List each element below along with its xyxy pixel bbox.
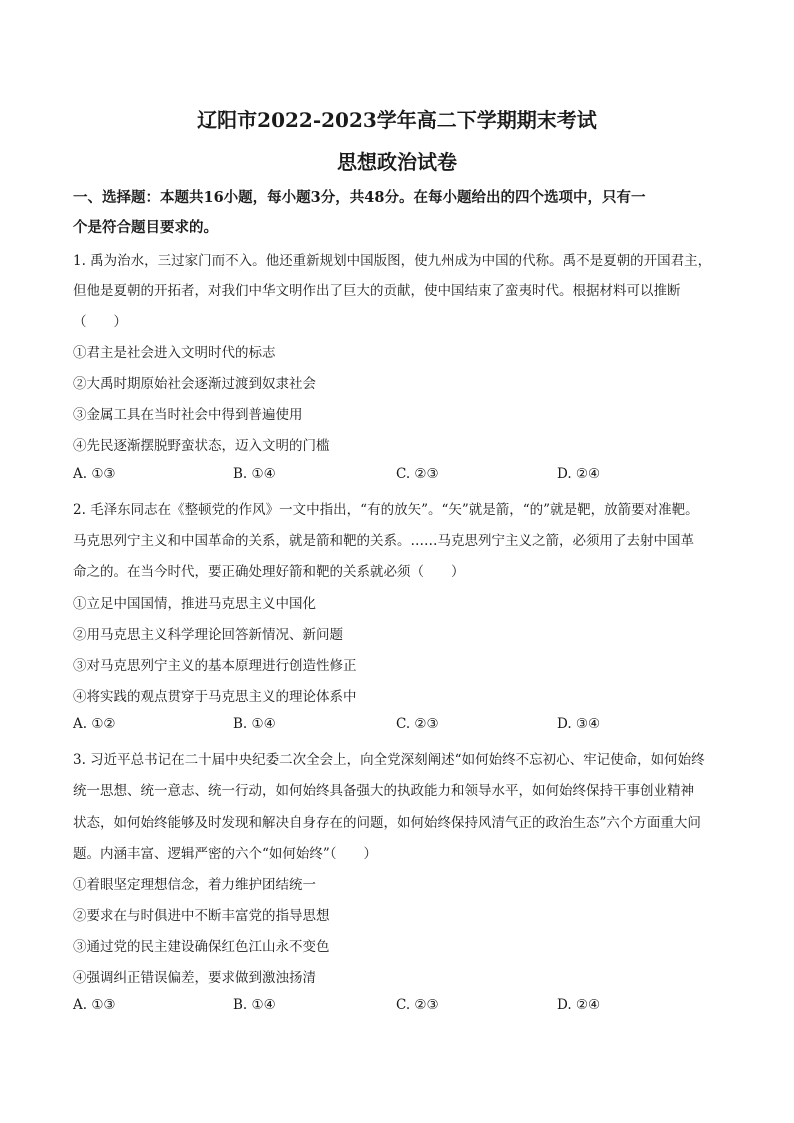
q3-option-a: A. ①③ [73,997,116,1013]
q3-stem-line-2: 统一思想、统一意志、统一行动，如何始终具备强大的执政能力和领导水平，如何始终保持干事创业精神 [73,783,694,799]
q2-stem-line-3: 命之的。在当今时代，要正确处理好箭和靶的关系就必须（ ） [73,564,465,580]
q1-stem-line-1: 1. 禹为治水，三过家门而不入。他还重新规划中国版图，使九州成为中国的代称。禹不是夏朝的开国君主， [73,253,712,269]
q3-option-c: C. ②③ [396,997,439,1013]
page-title: 辽阳市2022-2023学年高二下学期期末考试 [197,108,597,132]
q2-item-1: ①立足中国国情，推进马克思主义中国化 [73,596,316,612]
q1-option-d: D. ②④ [557,466,601,482]
q2-stem-line-2: 马克思列宁主义和中国革命的关系，就是箭和靶的关系。……马克思列宁主义之箭，必须用了去射中国革 [73,533,694,549]
page-subtitle: 思想政治试卷 [337,150,457,174]
q3-item-4: ④强调纠正错误偏差，要求做到激浊扬清 [73,970,316,986]
q1-item-1: ①君主是社会进入文明时代的标志 [73,345,276,361]
q2-option-a: A. ①② [73,716,116,732]
q2-option-b: B. ①④ [233,716,276,732]
q3-item-2: ②要求在与时俱进中不断丰富党的指导思想 [73,908,330,924]
q1-option-b: B. ①④ [233,466,276,482]
q2-item-4: ④将实践的观点贯穿于马克思主义的理论体系中 [73,689,357,705]
q1-option-a: A. ①③ [73,466,116,482]
q3-stem-line-4: 题。内涵丰富、逻辑严密的六个“如何始终”（ ） [73,846,378,862]
q3-option-b: B. ①④ [233,997,276,1013]
q2-stem-line-1: 2. 毛泽东同志在《整顿党的作风》一文中指出，“有的放矢”。“矢”就是箭，“的”就是靶，放箭要对准靶。 [73,502,699,518]
q3-stem-line-1: 3. 习近平总书记在二十届中央纪委二次全会上，向全党深刻阐述“如何始终不忘初心、牢记使命，如何始终 [73,752,705,768]
q1-item-4: ④先民逐渐摆脱野蛮状态，迈入文明的门槛 [73,438,330,454]
q1-stem-line-2: 但他是夏朝的开拓者，对我们中华文明作出了巨大的贡献，使中国结束了蛮夷时代。根据材料可以推断 [73,283,681,299]
q2-item-3: ③对马克思列宁主义的基本原理进行创造性修正 [73,658,357,674]
q1-stem-line-3: （ ） [73,314,127,330]
section-heading-line-1: 一、选择题：本题共16小题，每小题3分，共48分。在每小题给出的四个选项中，只有一 [73,189,646,206]
q2-item-2: ②用马克思主义科学理论回答新情况、新问题 [73,627,343,643]
q1-item-3: ③金属工具在当时社会中得到普遍使用 [73,407,303,423]
q3-item-1: ①着眼坚定理想信念，着力维护团结统一 [73,877,316,893]
q3-option-d: D. ②④ [557,997,601,1013]
q1-option-c: C. ②③ [396,466,439,482]
q2-option-c: C. ②③ [396,716,439,732]
q2-option-d: D. ③④ [557,716,601,732]
section-heading-line-2: 个是符合题目要求的。 [73,219,218,236]
q3-item-3: ③通过党的民主建设确保红色江山永不变色 [73,939,330,955]
q3-stem-line-3: 状态，如何始终能够及时发现和解决自身存在的问题，如何始终保持风清气正的政治生态”六个方面重大问 [73,815,701,831]
q1-item-2: ②大禹时期原始社会逐渐过渡到奴隶社会 [73,376,316,392]
